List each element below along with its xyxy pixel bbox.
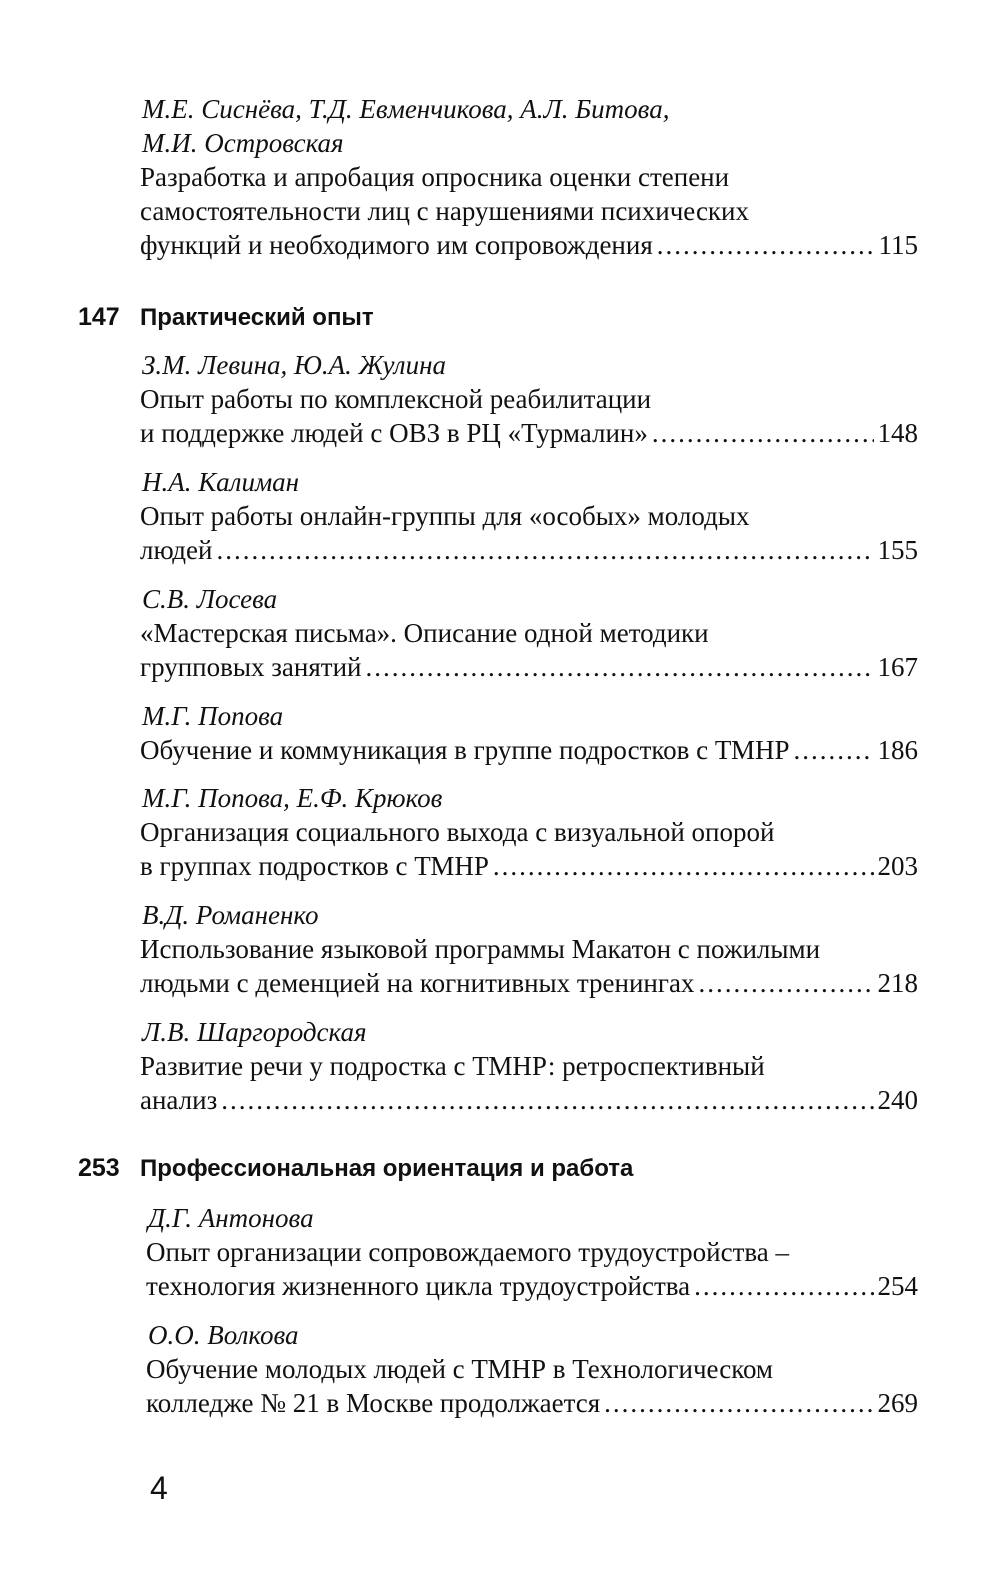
- dot-leader: [652, 416, 874, 450]
- dot-leader: [694, 1269, 873, 1303]
- entry-title-last: [140, 228, 918, 262]
- entry-title: технология жизненного цикла трудоустройства: [146, 1271, 691, 1301]
- page-number: 269: [877, 1388, 918, 1418]
- page-number: 218: [877, 968, 918, 998]
- entry-authors: М.Г. Попова: [142, 701, 284, 731]
- entry-authors: С.В. Лосева: [142, 584, 278, 614]
- entry-authors: М.И. Островская: [142, 128, 344, 158]
- section-page-number: 253: [78, 1154, 120, 1182]
- entry-title: Обучение молодых людей с ТМНР в Технологическом: [146, 1354, 774, 1384]
- page-number: 148: [877, 418, 918, 448]
- entry-title: самостоятельности лиц с нарушениями психических: [140, 196, 749, 226]
- entry-authors: З.М. Левина, Ю.А. Жулина: [142, 350, 446, 380]
- entry-title: Опыт работы по комплексной реабилитации: [140, 384, 652, 414]
- entry-title-last: [140, 533, 918, 567]
- entry-title: Развитие речи у подростка с ТМНР: ретроспективный: [140, 1051, 765, 1081]
- page-number: 186: [877, 735, 918, 765]
- toc-entry: [146, 1318, 918, 1420]
- toc-entry: [140, 781, 918, 883]
- toc-entry: [140, 898, 918, 1000]
- entry-title: групповых занятий: [140, 652, 362, 682]
- page-number: 167: [877, 652, 918, 682]
- entry-title-last: [146, 1269, 918, 1303]
- section-heading: [78, 302, 374, 333]
- entry-title-last: [146, 1386, 918, 1420]
- dot-leader: [365, 650, 873, 684]
- section-page-number: 147: [78, 303, 120, 331]
- entry-authors: М.Г. Попова, Е.Ф. Крюков: [142, 783, 443, 813]
- dot-leader: [216, 533, 873, 567]
- dot-leader: [698, 966, 873, 1000]
- section-title: Профессиональная ориентация и работа: [140, 1155, 634, 1182]
- section-heading: [78, 1153, 633, 1184]
- entry-title-last: [140, 966, 918, 1000]
- toc-entry: [140, 92, 918, 262]
- entry-title: функций и необходимого им сопровождения: [140, 230, 653, 260]
- dot-leader: [604, 1386, 873, 1420]
- page-folio: 4: [150, 1470, 168, 1506]
- entry-title: людей: [140, 535, 213, 565]
- entry-title: Опыт работы онлайн-группы для «особых» молодых: [140, 501, 750, 531]
- dot-leader: [493, 849, 874, 883]
- page-number: 115: [878, 230, 918, 260]
- entry-authors: Л.В. Шаргородская: [142, 1017, 367, 1047]
- page-number: 240: [877, 1085, 918, 1115]
- page-number: 155: [877, 535, 918, 565]
- entry-authors: В.Д. Романенко: [142, 900, 319, 930]
- toc-entry: [140, 348, 918, 450]
- page-number: 203: [877, 851, 918, 881]
- entry-title: Разработка и апробация опросника оценки степени: [140, 162, 730, 192]
- entry-title: Организация социального выхода с визуальной опорой: [140, 817, 775, 847]
- entry-authors: О.О. Волкова: [148, 1320, 299, 1350]
- entry-title: людьми с деменцией на когнитивных тренингах: [140, 968, 695, 998]
- entry-title: колледже № 21 в Москве продолжается: [146, 1388, 601, 1418]
- entry-title-last: [140, 416, 918, 450]
- entry-title: Опыт организации сопровождаемого трудоустройства –: [146, 1237, 790, 1267]
- entry-title-last: [140, 849, 918, 883]
- dot-leader: [657, 228, 875, 262]
- toc-entry: [140, 699, 918, 767]
- entry-authors: Д.Г. Антонова: [148, 1203, 314, 1233]
- dot-leader: [221, 1083, 873, 1117]
- entry-authors: М.Е. Сиснёва, Т.Д. Евменчикова, А.Л. Битова,: [142, 94, 670, 124]
- toc-entry: [140, 465, 918, 567]
- toc-entry: [140, 1015, 918, 1117]
- dot-leader: [794, 733, 874, 767]
- entry-authors: Н.А. Калиман: [142, 467, 300, 497]
- entry-title: анализ: [140, 1085, 218, 1115]
- page-number: 254: [877, 1271, 918, 1301]
- entry-title-last: [140, 650, 918, 684]
- entry-title: в группах подростков с ТМНР: [140, 851, 489, 881]
- toc-entry: [140, 582, 918, 684]
- entry-title: Использование языковой программы Макатон с пожилыми: [140, 934, 821, 964]
- entry-title: и поддержке людей с ОВЗ в РЦ «Турмалин»: [140, 418, 648, 448]
- entry-title-last: [140, 733, 918, 767]
- section-title: Практический опыт: [140, 304, 374, 331]
- entry-title: «Мастерская письма». Описание одной методики: [140, 618, 709, 648]
- entry-title-last: [140, 1083, 918, 1117]
- entry-title: Обучение и коммуникация в группе подростков с ТМНР: [140, 735, 790, 765]
- toc-entry: [146, 1201, 918, 1303]
